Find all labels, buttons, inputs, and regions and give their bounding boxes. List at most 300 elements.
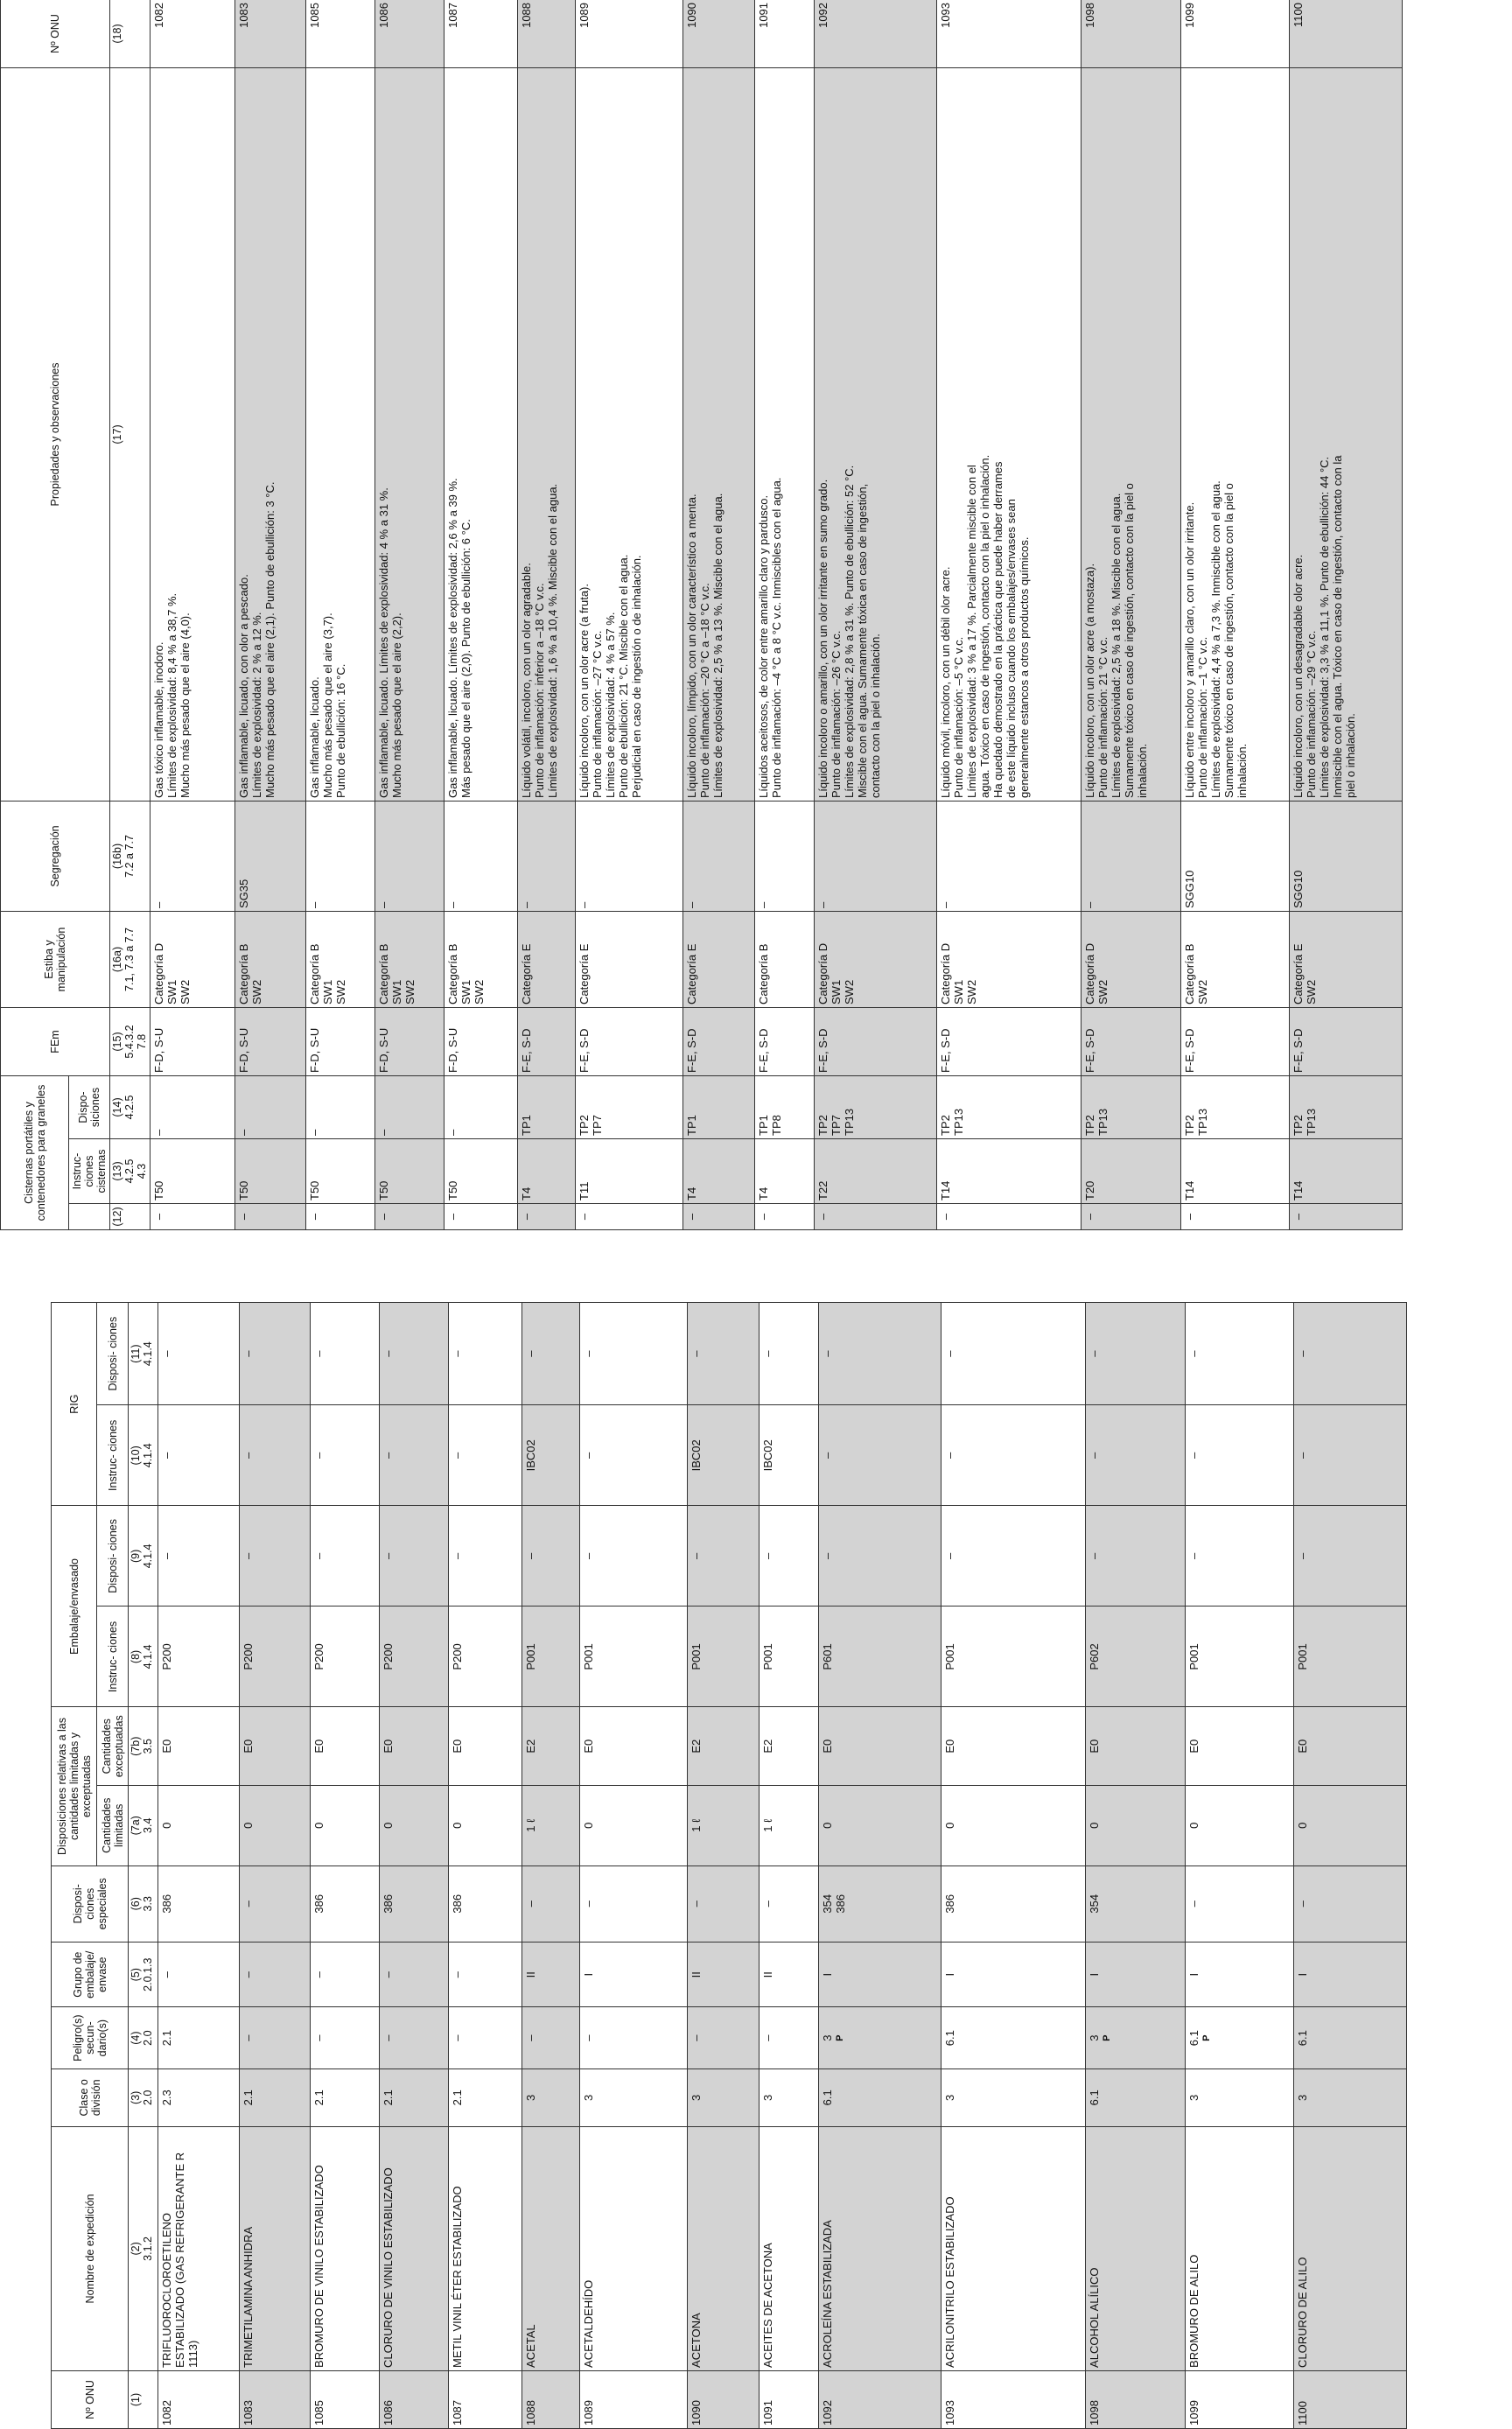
packing-instruction: P602 xyxy=(1086,1606,1186,1707)
shipping-name: TRIMETILAMINA ANHIDRA xyxy=(240,2126,311,2370)
column-ref-10: (9) 4.1.4 xyxy=(129,1506,158,1606)
tank-provision: – xyxy=(235,1075,306,1138)
ems: F-D, S-U xyxy=(375,1007,444,1075)
right-table xyxy=(0,0,1403,1230)
packing-group: II xyxy=(688,1942,760,2007)
column-ref-8: (18) xyxy=(110,0,150,67)
subsidiary-risk-value: 3 xyxy=(821,2034,834,2041)
class-division: 2.1 xyxy=(311,2068,380,2126)
packing-provision: – xyxy=(942,1506,1086,1606)
subsidiary-risk xyxy=(819,2007,942,2068)
ems: F-D, S-U xyxy=(306,1007,375,1075)
column-ref-3: (3) 2.0 xyxy=(129,2068,158,2126)
properties-observations: Líquido incoloro, con un olor acre (a mostaza). Punto de inflamación: 21 °C v.c. Límites de explosividad: 2,5 % a 18 %. Miscible con el agua. Sumamente tóxico en caso de ingestión, contacto con la piel o inhalación. xyxy=(1082,67,1181,801)
ibc-instruction: – xyxy=(1086,1405,1186,1506)
tank-instruction: T4 xyxy=(683,1139,755,1204)
un-number: 1090 xyxy=(683,0,755,67)
shipping-name: METIL VINIL ÉTER ESTABILIZADO xyxy=(449,2126,522,2370)
special-provisions: 386 xyxy=(380,1866,449,1942)
column-ref-5: (16a) 7.1, 7.3 a 7.7 xyxy=(110,911,150,1007)
hdr-pack-group: Embalaje/envasado xyxy=(52,1506,97,1707)
subsidiary-risk-value: 3 xyxy=(1088,2034,1101,2041)
excepted-quantity: E0 xyxy=(1294,1707,1407,1786)
packing-provision: – xyxy=(1086,1506,1186,1606)
tank-instruction: T14 xyxy=(1290,1139,1403,1204)
tank-provision: TP2 TP7 xyxy=(576,1075,683,1138)
table-row xyxy=(576,0,683,1230)
stowage-handling: Categoría B SW1 SW2 xyxy=(375,911,444,1007)
stowage-handling: Categoría B SW2 xyxy=(1181,911,1290,1007)
ibc-provision: – xyxy=(158,1303,240,1405)
hdr-sp: Disposi- ciones especiales xyxy=(52,1866,129,1942)
stowage-handling: Categoría B xyxy=(755,911,815,1007)
hdr-ibci: Instruc- ciones xyxy=(97,1405,129,1506)
table-row xyxy=(235,0,306,1230)
stowage-handling: Categoría B SW1 SW2 xyxy=(444,911,518,1007)
class-division: 3 xyxy=(760,2068,819,2126)
tank-provision: TP1 xyxy=(683,1075,755,1138)
tank-provision: TP2 TP13 xyxy=(1181,1075,1290,1138)
segregation: – xyxy=(937,801,1082,911)
ibc-instruction: IBC02 xyxy=(522,1405,580,1506)
hdr-subrisk: Peligro(s) secun- dario(s) xyxy=(52,2007,129,2068)
properties-observations: Líquidos aceitosos, de color entre amarillo claro y pardusco. Punto de inflamación: –4 °C a 8 °C v.c. Inmiscibles con el agua. xyxy=(755,67,815,801)
special-provisions: – xyxy=(760,1866,819,1942)
packing-group: – xyxy=(240,1942,311,2007)
table-row xyxy=(815,0,937,1230)
ibc-instruction: – xyxy=(240,1405,311,1506)
packing-group: I xyxy=(1294,1942,1407,2007)
column-ref-11: (10) 4.1.4 xyxy=(129,1405,158,1506)
subsidiary-risk-value: 6.1 xyxy=(943,2030,956,2047)
properties-observations: Líquido móvil, incoloro, con un débil olor acre. Punto de inflamación: –5 °C v.c. Límites de explosividad: 3 % a 17 %. Parcialmente miscible con el agua. Tóxico en caso de ingestión, contacto con la piel o inhalación. Ha quedado demostrado en la práctica que puede haber derrames de este líquido incluso cuando los embalajes/envases sean generalmente estancos a otros productos químicos. xyxy=(937,67,1082,801)
packing-provision: – xyxy=(522,1506,580,1606)
hdr-props: Propiedades y observaciones xyxy=(1,67,110,801)
packing-group: II xyxy=(760,1942,819,2007)
packing-instruction: P601 xyxy=(819,1606,942,1707)
tank-provision: TP2 TP7 TP13 xyxy=(815,1075,937,1138)
ibc-provision: – xyxy=(380,1303,449,1405)
packing-instruction: P001 xyxy=(760,1606,819,1707)
tank-provision: – xyxy=(375,1075,444,1138)
col-12: – xyxy=(444,1204,518,1230)
ibc-instruction: – xyxy=(942,1405,1086,1506)
stowage-handling: Categoría B SW2 xyxy=(235,911,306,1007)
ibc-instruction: – xyxy=(1186,1405,1294,1506)
packing-group: I xyxy=(1086,1942,1186,2007)
excepted-quantity: E0 xyxy=(380,1707,449,1786)
packing-group: I xyxy=(580,1942,688,2007)
excepted-quantity: E0 xyxy=(240,1707,311,1786)
segregation: – xyxy=(444,801,518,911)
subsidiary-risk-value: – xyxy=(382,2034,395,2041)
column-ref-12: (11) 4.1.4 xyxy=(129,1303,158,1405)
col-12: – xyxy=(150,1204,235,1230)
ems: F-E, S-D xyxy=(1082,1007,1181,1075)
column-ref-1: (1) xyxy=(129,2370,158,2428)
class-division: 2.3 xyxy=(158,2068,240,2126)
excepted-quantity: E0 xyxy=(449,1707,522,1786)
table-row xyxy=(1294,1303,1407,2429)
limited-quantity: 0 xyxy=(311,1785,380,1866)
column-ref-6: (16b) 7.2 a 7.7 xyxy=(110,801,150,911)
special-provisions: 386 xyxy=(311,1866,380,1942)
hdr-pi: Instruc- ciones xyxy=(97,1606,129,1707)
ibc-instruction: – xyxy=(158,1405,240,1506)
hdr-ems: FEm xyxy=(1,1007,110,1075)
table-row xyxy=(760,1303,819,2429)
un-number: 1085 xyxy=(311,2370,380,2428)
table-row xyxy=(375,0,444,1230)
un-number: 1088 xyxy=(518,0,576,67)
ibc-instruction: IBC02 xyxy=(688,1405,760,1506)
subsidiary-risk-value: 6.1 xyxy=(1187,2030,1200,2047)
packing-instruction: P200 xyxy=(380,1606,449,1707)
special-provisions: 386 xyxy=(942,1866,1086,1942)
class-division: 2.1 xyxy=(380,2068,449,2126)
un-number: 1100 xyxy=(1294,2370,1407,2428)
properties-observations: Líquido incoloro, límpido, con un olor característico a menta. Punto de inflamación: –20 °C a –18 °C v.c. Límites de explosividad: 2,5 % a 13 %. Miscible con el agua. xyxy=(683,67,755,801)
ibc-instruction: IBC02 xyxy=(760,1405,819,1506)
column-ref-7: (7a) 3.4 xyxy=(129,1785,158,1866)
tank-instruction: T50 xyxy=(150,1139,235,1204)
table-row xyxy=(1181,0,1290,1230)
column-ref-8: (7b) 3.5 xyxy=(129,1707,158,1786)
subsidiary-risk-value: – xyxy=(690,2034,703,2041)
ibc-provision: – xyxy=(1294,1303,1407,1405)
packing-group: I xyxy=(942,1942,1086,2007)
col-12: – xyxy=(375,1204,444,1230)
ibc-instruction: – xyxy=(449,1405,522,1506)
stowage-handling: Categoría E xyxy=(683,911,755,1007)
segregation: – xyxy=(518,801,576,911)
segregation: – xyxy=(815,801,937,911)
properties-observations: Líquido incoloro o amarillo, con un olor irritante en sumo grado. Punto de inflamación: –26 °C v.c. Límites de explosividad: 2,8 % a 31 %. Punto de ebullición: 52 °C. Miscible con el agua. Sumamente tóxica en caso de ingestión, contacto con la piel o inhalación. xyxy=(815,67,937,801)
col-12: – xyxy=(306,1204,375,1230)
un-number: 1093 xyxy=(942,2370,1086,2428)
properties-observations: Líquido entre incoloro y amarillo claro, con un olor irritante. Punto de inflamación: –1 °C v.c. Límites de explosividad: 4,4 % a 7,3 %. Inmiscible con el agua. Sumamente tóxico en caso de ingestión, contacto con la piel o inhalación. xyxy=(1181,67,1290,801)
ibc-provision: – xyxy=(580,1303,688,1405)
tank-provision: TP2 TP13 xyxy=(1290,1075,1403,1138)
ems: F-E, S-D xyxy=(1181,1007,1290,1075)
packing-provision: – xyxy=(580,1506,688,1606)
packing-group: I xyxy=(819,1942,942,2007)
tank-provision: TP1 TP8 xyxy=(755,1075,815,1138)
shipping-name: CLORURO DE ALILO xyxy=(1294,2126,1407,2370)
ems: F-E, S-D xyxy=(937,1007,1082,1075)
hdr-un: Nº ONU xyxy=(52,2370,129,2428)
stowage-handling: Categoría D SW1 SW2 xyxy=(150,911,235,1007)
column-reference-row xyxy=(129,1303,158,2429)
col-12: – xyxy=(518,1204,576,1230)
un-number: 1099 xyxy=(1186,2370,1294,2428)
hdr-lq: Cantidades limitadas xyxy=(97,1785,129,1866)
hdr-seg: Segregación xyxy=(1,801,110,911)
ibc-provision: – xyxy=(760,1303,819,1405)
special-provisions: – xyxy=(580,1866,688,1942)
subsidiary-risk xyxy=(240,2007,311,2068)
excepted-quantity: E0 xyxy=(311,1707,380,1786)
shipping-name: ACROLEÍNA ESTABILIZADA xyxy=(819,2126,942,2370)
shipping-name: ALCOHOL ALÍLICO xyxy=(1086,2126,1186,2370)
segregation: – xyxy=(755,801,815,911)
un-number: 1087 xyxy=(444,0,518,67)
col-12: – xyxy=(1082,1204,1181,1230)
shipping-name: ACETAL xyxy=(522,2126,580,2370)
tank-instruction: T50 xyxy=(375,1139,444,1204)
subsidiary-risk-value: – xyxy=(582,2034,595,2041)
packing-provision: – xyxy=(688,1506,760,1606)
special-provisions: 354 xyxy=(1086,1866,1186,1942)
class-division: 6.1 xyxy=(819,2068,942,2126)
tank-instruction: T50 xyxy=(306,1139,375,1204)
un-number: 1091 xyxy=(755,0,815,67)
ems: F-E, S-D xyxy=(815,1007,937,1075)
segregation: – xyxy=(306,801,375,911)
subsidiary-risk xyxy=(449,2007,522,2068)
hdr-ibcp: Disposi- ciones xyxy=(97,1303,129,1405)
table-row xyxy=(311,1303,380,2429)
column-ref-5: (5) 2.0.1.3 xyxy=(129,1942,158,2007)
subsidiary-risk-value: – xyxy=(524,2034,537,2041)
table-row xyxy=(449,1303,522,2429)
packing-group: – xyxy=(158,1942,240,2007)
un-number: 1092 xyxy=(815,0,937,67)
shipping-name: TRIFLUOROCLOROETILENO ESTABILIZADO (GAS REFRIGERANTE R 1113) xyxy=(158,2126,240,2370)
packing-provision: – xyxy=(1294,1506,1407,1606)
packing-instruction: P200 xyxy=(311,1606,380,1707)
stowage-handling: Categoría E xyxy=(518,911,576,1007)
tank-instruction: T50 xyxy=(444,1139,518,1204)
stowage-handling: Categoría D SW1 SW2 xyxy=(937,911,1082,1007)
hdr-tank-p: Dispo- siciones xyxy=(69,1075,110,1138)
table-row xyxy=(518,0,576,1230)
excepted-quantity: E0 xyxy=(158,1707,240,1786)
col-12: – xyxy=(235,1204,306,1230)
table-row xyxy=(580,1303,688,2429)
packing-instruction: P200 xyxy=(449,1606,522,1707)
col-12: – xyxy=(1181,1204,1290,1230)
limited-quantity: 0 xyxy=(158,1785,240,1866)
excepted-quantity: E0 xyxy=(1086,1707,1186,1786)
segregation: – xyxy=(150,801,235,911)
un-number: 1089 xyxy=(580,2370,688,2428)
limited-quantity: 0 xyxy=(580,1785,688,1866)
segregation: SGG10 xyxy=(1181,801,1290,911)
packing-instruction: P200 xyxy=(158,1606,240,1707)
un-number: 1086 xyxy=(380,2370,449,2428)
column-ref-3: (14) 4.2.5 xyxy=(110,1075,150,1138)
table-row xyxy=(755,0,815,1230)
table-row xyxy=(306,0,375,1230)
table-row xyxy=(1082,0,1181,1230)
limited-quantity: 0 xyxy=(380,1785,449,1866)
stowage-handling: Categoría E xyxy=(576,911,683,1007)
segregation: – xyxy=(1082,801,1181,911)
class-division: 3 xyxy=(580,2068,688,2126)
special-provisions: – xyxy=(522,1866,580,1942)
un-number: 1083 xyxy=(235,0,306,67)
un-number: 1093 xyxy=(937,0,1082,67)
limited-quantity: 1 ℓ xyxy=(522,1785,580,1866)
packing-provision: – xyxy=(1186,1506,1294,1606)
tank-instruction: T4 xyxy=(755,1139,815,1204)
marine-pollutant-mark: P xyxy=(1201,2034,1212,2041)
hdr-tank-i: Instruc- ciones cisternas xyxy=(69,1139,110,1204)
col-12: – xyxy=(815,1204,937,1230)
tank-instruction: T22 xyxy=(815,1139,937,1204)
stowage-handling: Categoría E SW2 xyxy=(1290,911,1403,1007)
subsidiary-risk xyxy=(760,2007,819,2068)
un-number: 1100 xyxy=(1290,0,1403,67)
table-row xyxy=(240,1303,311,2429)
col-12: – xyxy=(1290,1204,1403,1230)
properties-observations: Líquido incoloro, con un olor acre (a fruta). Punto de inflamación: –27 °C v.c. Límites de explosividad: 4 % a 57 %. Punto de ebullición: 21 °C. Miscible con el agua. Perjudicial en caso de ingestión o de inhalación. xyxy=(576,67,683,801)
packing-group: – xyxy=(449,1942,522,2007)
special-provisions: – xyxy=(240,1866,311,1942)
subsidiary-risk-value: 6.1 xyxy=(1296,2030,1309,2047)
shipping-name: ACEITES DE ACETONA xyxy=(760,2126,819,2370)
table-row xyxy=(150,0,235,1230)
table-row xyxy=(1086,1303,1186,2429)
special-provisions: 386 xyxy=(449,1866,522,1942)
special-provisions: – xyxy=(1186,1866,1294,1942)
limited-quantity: 0 xyxy=(1294,1785,1407,1866)
special-provisions: – xyxy=(688,1866,760,1942)
class-division: 3 xyxy=(942,2068,1086,2126)
ibc-provision: – xyxy=(688,1303,760,1405)
un-number: 1087 xyxy=(449,2370,522,2428)
ibc-provision: – xyxy=(311,1303,380,1405)
un-number: 1085 xyxy=(306,0,375,67)
packing-instruction: P001 xyxy=(1186,1606,1294,1707)
stowage-handling: Categoría D SW2 xyxy=(1082,911,1181,1007)
table-row xyxy=(683,0,755,1230)
limited-quantity: 0 xyxy=(240,1785,311,1866)
ibc-provision: – xyxy=(449,1303,522,1405)
table-row xyxy=(444,0,518,1230)
class-division: 6.1 xyxy=(1086,2068,1186,2126)
packing-provision: – xyxy=(311,1506,380,1606)
un-number: 1083 xyxy=(240,2370,311,2428)
ibc-instruction: – xyxy=(580,1405,688,1506)
excepted-quantity: E2 xyxy=(522,1707,580,1786)
excepted-quantity: E0 xyxy=(1186,1707,1294,1786)
excepted-quantity: E0 xyxy=(580,1707,688,1786)
un-number: 1088 xyxy=(522,2370,580,2428)
un-number: 1082 xyxy=(158,2370,240,2428)
segregation: – xyxy=(683,801,755,911)
properties-observations: Gas tóxico inflamable, inodoro. Límites de explosividad: 8,4 % a 38,7 %. Mucho más pesado que el aire (4,0). xyxy=(150,67,235,801)
ems: F-E, S-D xyxy=(576,1007,683,1075)
hdr-tank-group: Cisternas portátiles y contenedores para graneles xyxy=(1,1075,69,1229)
table-row xyxy=(158,1303,240,2429)
properties-observations: Líquido volátil, incoloro, con un olor agradable. Punto de inflamación: inferior a –18 °C v.c. Límites de explosividad: 1,6 % a 10,4 %. Miscible con el agua. xyxy=(518,67,576,801)
subsidiary-risk xyxy=(580,2007,688,2068)
limited-quantity: 0 xyxy=(1086,1785,1186,1866)
ems: F-E, S-D xyxy=(518,1007,576,1075)
tank-instruction: T14 xyxy=(1181,1139,1290,1204)
un-number: 1090 xyxy=(688,2370,760,2428)
excepted-quantity: E0 xyxy=(942,1707,1086,1786)
tank-instruction: T20 xyxy=(1082,1139,1181,1204)
shipping-name: BROMURO DE ALILO xyxy=(1186,2126,1294,2370)
col-12: – xyxy=(576,1204,683,1230)
column-ref-1: (12) xyxy=(110,1204,150,1230)
column-ref-4: (15) 5.4.3.2 7.8 xyxy=(110,1007,150,1075)
col-12: – xyxy=(937,1204,1082,1230)
hdr-eq: Cantidades exceptuadas xyxy=(97,1707,129,1786)
ibc-provision: – xyxy=(1086,1303,1186,1405)
class-division: 3 xyxy=(688,2068,760,2126)
tank-provision: TP2 TP13 xyxy=(937,1075,1082,1138)
stowage-handling: Categoría B SW1 SW2 xyxy=(306,911,375,1007)
un-number: 1086 xyxy=(375,0,444,67)
packing-instruction: P001 xyxy=(688,1606,760,1707)
subsidiary-risk xyxy=(1086,2007,1186,2068)
left-table xyxy=(51,1302,1407,2429)
packing-provision: – xyxy=(158,1506,240,1606)
subsidiary-risk xyxy=(1294,2007,1407,2068)
marine-pollutant-mark: P xyxy=(835,2034,845,2041)
subsidiary-risk xyxy=(688,2007,760,2068)
segregation: SG35 xyxy=(235,801,306,911)
subsidiary-risk xyxy=(158,2007,240,2068)
un-number: 1098 xyxy=(1086,2370,1186,2428)
subsidiary-risk-value: – xyxy=(451,2034,464,2041)
ibc-provision: – xyxy=(522,1303,580,1405)
table-row xyxy=(380,1303,449,2429)
ibc-provision: – xyxy=(240,1303,311,1405)
class-division: 3 xyxy=(522,2068,580,2126)
table-row xyxy=(522,1303,580,2429)
un-number: 1098 xyxy=(1082,0,1181,67)
ibc-instruction: – xyxy=(1294,1405,1407,1506)
shipping-name: ACRILONITRILO ESTABILIZADO xyxy=(942,2126,1086,2370)
limited-quantity: 0 xyxy=(449,1785,522,1866)
col-12: – xyxy=(755,1204,815,1230)
packing-group: – xyxy=(311,1942,380,2007)
column-ref-7: (17) xyxy=(110,67,150,801)
ibc-provision: – xyxy=(942,1303,1086,1405)
tank-provision: TP1 xyxy=(518,1075,576,1138)
hdr-pg: Grupo de embalaje/ envase xyxy=(52,1942,129,2007)
excepted-quantity: E2 xyxy=(688,1707,760,1786)
tank-instruction: T11 xyxy=(576,1139,683,1204)
segregation: – xyxy=(375,801,444,911)
limited-quantity: 0 xyxy=(1186,1785,1294,1866)
shipping-name: ACETONA xyxy=(688,2126,760,2370)
un-number: 1092 xyxy=(819,2370,942,2428)
packing-instruction: P200 xyxy=(240,1606,311,1707)
column-ref-4: (4) 2.0 xyxy=(129,2007,158,2068)
segregation: – xyxy=(576,801,683,911)
un-number: 1091 xyxy=(760,2370,819,2428)
column-ref-2: (2) 3.1.2 xyxy=(129,2126,158,2370)
properties-observations: Gas inflamable, licuado, con olor a pescado. Límites de explosividad: 2 % a 12 %. Mucho más pesado que el aire (2,1). Punto de ebullición: 3 °C. xyxy=(235,67,306,801)
hdr-stow: Estiba y manipulación xyxy=(1,911,110,1007)
special-provisions: 386 xyxy=(158,1866,240,1942)
ibc-provision: – xyxy=(819,1303,942,1405)
subsidiary-risk xyxy=(1186,2007,1294,2068)
table-row xyxy=(1186,1303,1294,2429)
table-row xyxy=(819,1303,942,2429)
class-division: 3 xyxy=(1186,2068,1294,2126)
table-row xyxy=(688,1303,760,2429)
ems: F-D, S-U xyxy=(150,1007,235,1075)
ems: F-D, S-U xyxy=(444,1007,518,1075)
column-ref-6: (6) 3.3 xyxy=(129,1866,158,1942)
